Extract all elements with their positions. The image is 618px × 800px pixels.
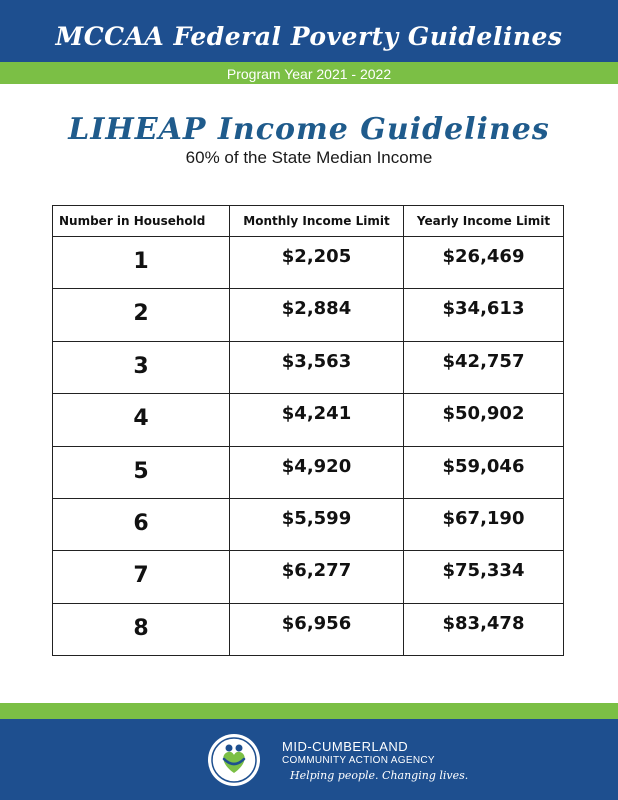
yearly-limit: $75,334 [404, 551, 564, 603]
table-row [53, 341, 564, 393]
table-row [53, 237, 564, 289]
monthly-limit: $4,241 [230, 394, 404, 446]
org-tagline: Helping people. Changing lives. [290, 769, 469, 782]
yearly-limit: $59,046 [404, 446, 564, 498]
yearly-limit: $83,478 [404, 603, 564, 655]
page-title: LIHEAP Income Guidelines [68, 112, 550, 147]
household-size: 6 [53, 498, 230, 550]
household-size: 1 [53, 237, 230, 289]
yearly-limit: $26,469 [404, 237, 564, 289]
yearly-limit: $42,757 [404, 341, 564, 393]
page-subtitle: 60% of the State Median Income [185, 148, 433, 167]
monthly-limit: $5,599 [230, 498, 404, 550]
household-size: 5 [53, 446, 230, 498]
monthly-limit: $3,563 [230, 341, 404, 393]
household-size: 7 [53, 551, 230, 603]
income-guidelines-table [52, 205, 564, 656]
table-row [53, 394, 564, 446]
monthly-limit: $2,205 [230, 237, 404, 289]
yearly-limit: $67,190 [404, 498, 564, 550]
table-row [53, 498, 564, 550]
header-title: MCCAA Federal Poverty Guidelines [55, 22, 563, 51]
column-header-monthly: Monthly Income Limit [230, 206, 404, 237]
household-size: 4 [53, 394, 230, 446]
column-header-yearly: Yearly Income Limit [404, 206, 564, 237]
org-subname: COMMUNITY ACTION AGENCY [282, 755, 435, 766]
yearly-limit: $50,902 [404, 394, 564, 446]
heart-people-icon [207, 733, 261, 787]
monthly-limit: $2,884 [230, 289, 404, 341]
household-size: 3 [53, 341, 230, 393]
yearly-limit: $34,613 [404, 289, 564, 341]
org-name: MID-CUMBERLAND [282, 739, 409, 754]
column-header-household: Number in Household [53, 206, 230, 237]
household-size: 8 [53, 603, 230, 655]
monthly-limit: $6,277 [230, 551, 404, 603]
table-row [53, 446, 564, 498]
monthly-limit: $4,920 [230, 446, 404, 498]
household-size: 2 [53, 289, 230, 341]
table-header-row [53, 206, 564, 237]
table-row [53, 551, 564, 603]
monthly-limit: $6,956 [230, 603, 404, 655]
program-year: Program Year 2021 - 2022 [226, 66, 392, 82]
table-row [53, 289, 564, 341]
footer-green-band [0, 703, 618, 719]
table-row [53, 603, 564, 655]
